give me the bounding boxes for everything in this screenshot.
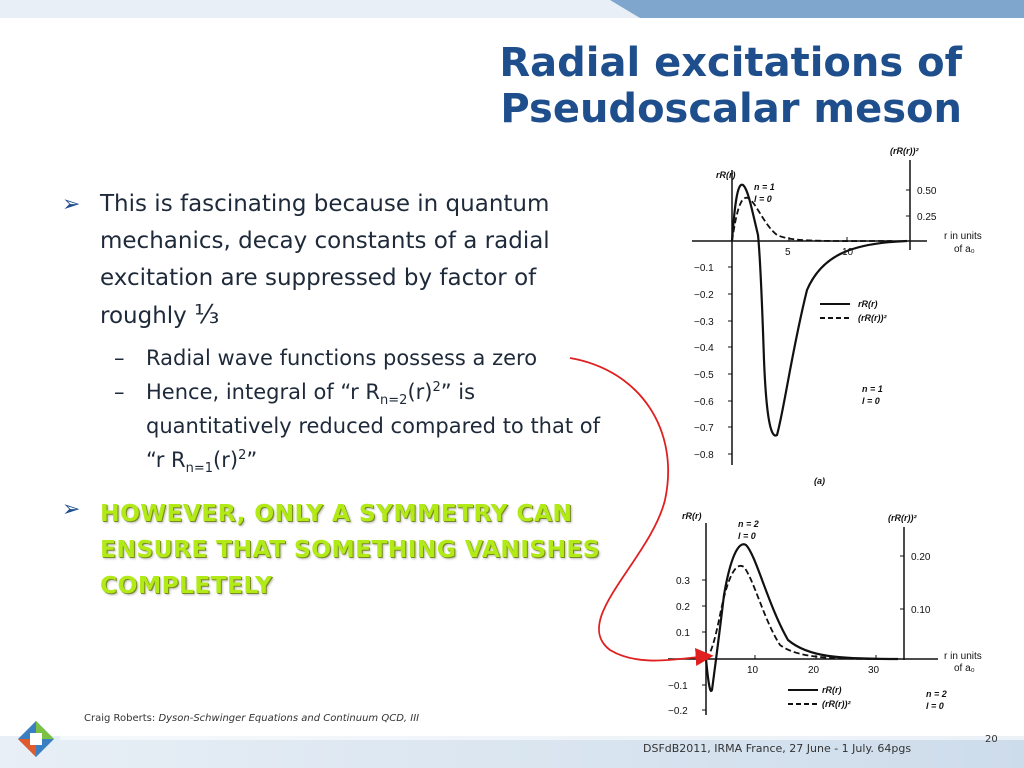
sub-bullet-zero-text: Radial wave functions possess a zero bbox=[146, 346, 538, 370]
integral-text-e: ” bbox=[246, 448, 258, 472]
y-axis-label-right: (rR(r))² bbox=[888, 513, 917, 523]
footer-talk-title: Dyson-Schwinger Equations and Continuum QCD, III bbox=[158, 713, 420, 724]
figure-n1 bbox=[692, 140, 992, 490]
legend-dashed-label: (rR(r))² bbox=[822, 699, 851, 709]
integral-text-b: (r) bbox=[407, 380, 433, 404]
n-label: n = 2 bbox=[738, 519, 759, 529]
y-axis-label-left: rR(r) bbox=[682, 511, 702, 521]
footer-credit bbox=[84, 713, 419, 724]
figure-n2 bbox=[668, 505, 998, 715]
symmetry-highlight-text: HOWEVER, ONLY A SYMMETRY CAN ENSURE THAT SOMETHING VANISHES COMPLETELY bbox=[100, 499, 601, 599]
superscript-2: 2 bbox=[432, 380, 441, 395]
y-axis-label-right: (rR(r))² bbox=[890, 146, 919, 156]
n-label-2: n = 2 bbox=[926, 689, 947, 699]
arrow-bullet-icon: ➢ bbox=[62, 497, 81, 522]
x-tick-label: 30 bbox=[868, 665, 880, 676]
y-tick-label: 0.1 bbox=[676, 628, 690, 639]
integral-text-a: Hence, integral of “r R bbox=[146, 380, 381, 404]
y-tick-label: −0.8 bbox=[694, 450, 714, 461]
legend-solid-label: rR(r) bbox=[822, 685, 842, 695]
title-line-2: Pseudoscalar meson bbox=[500, 86, 962, 132]
header-band bbox=[0, 0, 1024, 18]
superscript-2b: 2 bbox=[238, 448, 247, 463]
x-units-label: r in units bbox=[944, 651, 982, 662]
y-tick-label: −0.3 bbox=[694, 317, 714, 328]
n-label: n = 1 bbox=[754, 182, 775, 192]
l-label: l = 0 bbox=[754, 194, 772, 204]
dash-bullet-icon: – bbox=[114, 380, 125, 404]
right-tick-label: 0.25 bbox=[917, 212, 937, 223]
x-tick-label: 5 bbox=[785, 247, 791, 258]
y-tick-label: −0.5 bbox=[694, 370, 714, 381]
sub-bullet-integral bbox=[62, 375, 602, 477]
y-tick-label: −0.7 bbox=[694, 423, 714, 434]
slide-title bbox=[402, 40, 962, 132]
bullet-highlight bbox=[62, 495, 602, 603]
y-tick-label: −0.1 bbox=[668, 681, 688, 692]
legend-solid-label: rR(r) bbox=[858, 299, 878, 309]
y-tick-label: −0.6 bbox=[694, 397, 714, 408]
y-tick-label: −0.4 bbox=[694, 343, 714, 354]
sub-bullet-zero bbox=[62, 341, 602, 375]
l-label-2: l = 0 bbox=[862, 396, 880, 406]
integral-text-d: (r) bbox=[213, 448, 239, 472]
x-tick-label: 20 bbox=[808, 665, 820, 676]
arrow-bullet-icon: ➢ bbox=[62, 192, 81, 217]
right-tick-label: 0.10 bbox=[911, 605, 931, 616]
integral-text-c: ” is quantitatively reduced compared to that of “r R bbox=[146, 380, 601, 472]
y-tick-label: −0.1 bbox=[694, 263, 714, 274]
x-units-label: r in units bbox=[944, 231, 982, 242]
bullet-main bbox=[62, 186, 602, 335]
y-tick-label: 0.2 bbox=[676, 602, 690, 613]
l-label: l = 0 bbox=[738, 531, 756, 541]
legend-dashed-label: (rR(r))² bbox=[858, 313, 887, 323]
argonne-logo bbox=[14, 717, 74, 761]
subscript-n1: n=1 bbox=[185, 461, 214, 477]
subscript-n2: n=2 bbox=[380, 393, 408, 409]
x-units-label-2: of a₀ bbox=[954, 663, 975, 674]
bullet-list bbox=[62, 186, 602, 603]
footer-event: DSFdB2011, IRMA France, 27 June - 1 July. 64pgs bbox=[643, 742, 912, 755]
n-label-2: n = 1 bbox=[862, 384, 883, 394]
y-tick-label: −0.2 bbox=[668, 706, 688, 715]
bullet-main-text: This is fascinating because in quantum mechanics, decay constants of a radial excitation are suppressed by factor of roughly bbox=[100, 191, 550, 329]
y-tick-label: −0.2 bbox=[694, 290, 714, 301]
y-tick-label: 0.3 bbox=[676, 576, 690, 587]
x-tick-label: 10 bbox=[842, 247, 854, 258]
title-line-1: Radial excitations of bbox=[499, 40, 962, 86]
x-tick-label: 10 bbox=[747, 665, 759, 676]
one-third-fraction: ⅓ bbox=[194, 300, 220, 330]
y-axis-label-left: rR(r) bbox=[716, 170, 736, 180]
dash-bullet-icon: – bbox=[114, 346, 125, 370]
right-tick-label: 0.20 bbox=[911, 552, 931, 563]
footer-author: Craig Roberts: bbox=[84, 713, 159, 724]
right-tick-label: 0.50 bbox=[917, 186, 937, 197]
l-label-2: l = 0 bbox=[926, 701, 944, 711]
x-units-label-2: of a₀ bbox=[954, 244, 975, 255]
panel-label: (a) bbox=[814, 476, 825, 486]
page-number: 20 bbox=[985, 734, 998, 745]
